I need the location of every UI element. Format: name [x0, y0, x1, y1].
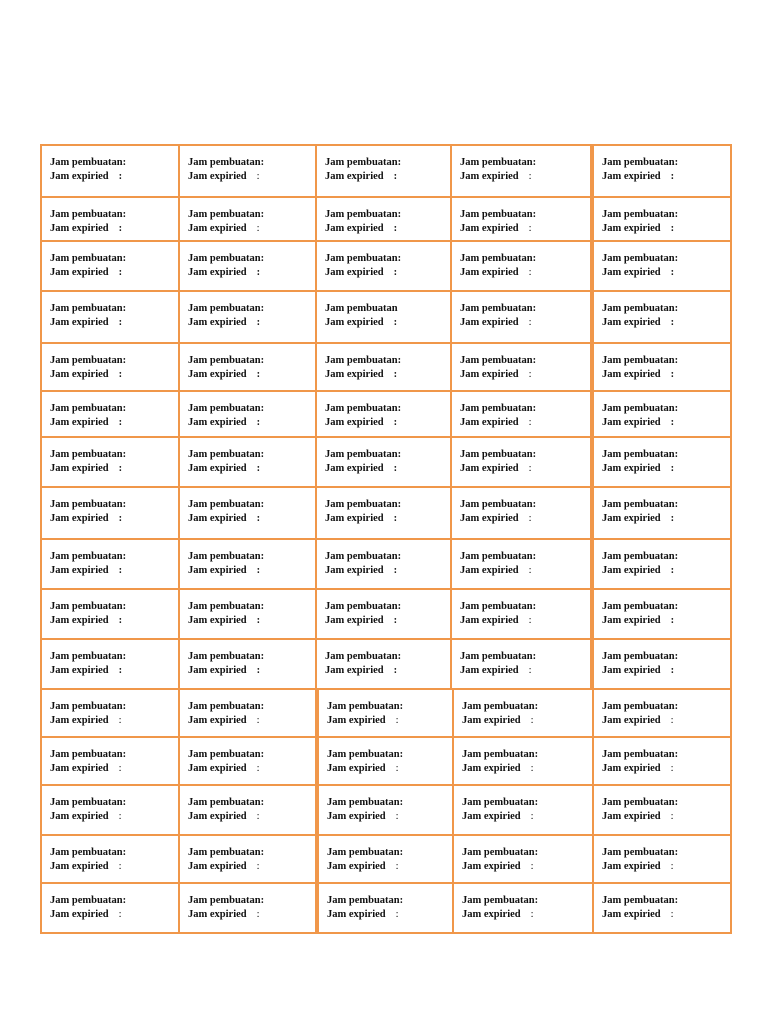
label-expiry-time: Jam expiried :: [325, 615, 398, 626]
label-expiry-time: Jam expiried :: [460, 369, 532, 380]
label-cell: [592, 486, 732, 540]
label-expiry-time: Jam expiried :: [50, 223, 123, 234]
label-cell: [592, 196, 732, 244]
label-production-time: Jam pembuatan:: [325, 157, 402, 168]
label-cell: [315, 342, 452, 392]
label-expiry-time: Jam expiried :: [50, 615, 123, 626]
label-cell: [592, 538, 732, 590]
label-expiry-time: Jam expiried :: [602, 909, 674, 920]
label-production-time: Jam pembuatan:: [50, 797, 127, 808]
label-expiry-time: Jam expiried :: [602, 223, 675, 234]
label-production-time: Jam pembuatan:: [188, 209, 265, 220]
label-expiry-time: Jam expiried :: [188, 715, 260, 726]
label-cell: [178, 882, 317, 934]
label-expiry-time: Jam expiried :: [602, 665, 675, 676]
label-expiry-time: Jam expiried :: [462, 715, 534, 726]
label-production-time: Jam pembuatan:: [325, 449, 402, 460]
label-expiry-time: Jam expiried :: [602, 417, 675, 428]
label-production-time: Jam pembuatan:: [325, 355, 402, 366]
label-production-time: Jam pembuatan:: [602, 797, 679, 808]
label-expiry-time: Jam expiried :: [188, 665, 261, 676]
label-expiry-time: Jam expiried :: [325, 171, 398, 182]
label-expiry-time: Jam expiried :: [188, 317, 261, 328]
label-expiry-time: Jam expiried :: [462, 811, 534, 822]
label-expiry-time: Jam expiried :: [325, 317, 398, 328]
label-production-time: Jam pembuatan:: [188, 355, 265, 366]
label-production-time: Jam pembuatan:: [462, 749, 539, 760]
label-expiry-time: Jam expiried :: [50, 811, 122, 822]
label-cell: [317, 784, 454, 836]
label-production-time: Jam pembuatan:: [50, 303, 127, 314]
label-expiry-time: Jam expiried :: [50, 513, 123, 524]
label-cell: [452, 688, 594, 738]
label-production-time: Jam pembuatan:: [50, 157, 127, 168]
label-expiry-time: Jam expiried :: [460, 615, 532, 626]
label-expiry-time: Jam expiried :: [327, 763, 399, 774]
label-production-time: Jam pembuatan:: [188, 303, 265, 314]
label-expiry-time: Jam expiried :: [188, 811, 260, 822]
label-cell: [315, 290, 452, 344]
label-production-time: Jam pembuatan:: [460, 651, 537, 662]
label-expiry-time: Jam expiried :: [188, 861, 260, 872]
label-cell: [315, 436, 452, 488]
label-production-time: Jam pembuatan:: [188, 253, 265, 264]
label-production-time: Jam pembuatan:: [325, 651, 402, 662]
label-production-time: Jam pembuatan:: [602, 355, 679, 366]
label-expiry-time: Jam expiried :: [602, 763, 674, 774]
label-cell: [452, 834, 594, 884]
label-expiry-time: Jam expiried :: [325, 417, 398, 428]
label-production-time: Jam pembuatan:: [50, 601, 127, 612]
label-production-time: Jam pembuatan:: [188, 895, 265, 906]
label-cell: [592, 588, 732, 640]
label-cell: [315, 638, 452, 690]
label-production-time: Jam pembuatan:: [188, 499, 265, 510]
label-production-time: Jam pembuatan:: [188, 551, 265, 562]
label-expiry-time: Jam expiried :: [602, 513, 675, 524]
label-expiry-time: Jam expiried :: [50, 665, 123, 676]
label-production-time: Jam pembuatan:: [50, 551, 127, 562]
label-production-time: Jam pembuatan:: [460, 551, 537, 562]
label-cell: [40, 486, 180, 540]
label-production-time: Jam pembuatan:: [602, 303, 679, 314]
label-production-time: Jam pembuatan:: [327, 749, 404, 760]
label-cell: [315, 240, 452, 292]
label-expiry-time: Jam expiried :: [188, 267, 261, 278]
label-expiry-time: Jam expiried :: [188, 417, 261, 428]
label-cell: [178, 834, 317, 884]
label-cell: [592, 688, 732, 738]
label-cell: [40, 436, 180, 488]
label-expiry-time: Jam expiried :: [460, 223, 532, 234]
label-cell: [178, 736, 317, 786]
label-expiry-time: Jam expiried :: [50, 417, 123, 428]
label-expiry-time: Jam expiried :: [602, 317, 675, 328]
label-sheet: [40, 144, 730, 932]
label-expiry-time: Jam expiried :: [460, 565, 532, 576]
label-expiry-time: Jam expiried :: [188, 909, 260, 920]
label-production-time: Jam pembuatan:: [602, 651, 679, 662]
label-production-time: Jam pembuatan:: [325, 253, 402, 264]
label-cell: [317, 882, 454, 934]
label-cell: [178, 784, 317, 836]
label-expiry-time: Jam expiried :: [50, 909, 122, 920]
label-cell: [40, 688, 180, 738]
label-cell: [40, 638, 180, 690]
label-cell: [178, 688, 317, 738]
label-production-time: Jam pembuatan:: [188, 797, 265, 808]
label-cell: [592, 638, 732, 690]
label-cell: [592, 342, 732, 392]
label-cell: [452, 736, 594, 786]
label-expiry-time: Jam expiried :: [602, 615, 675, 626]
label-production-time: Jam pembuatan:: [188, 601, 265, 612]
label-expiry-time: Jam expiried :: [325, 665, 398, 676]
label-expiry-time: Jam expiried :: [602, 463, 675, 474]
label-production-time: Jam pembuatan:: [325, 499, 402, 510]
label-production-time: Jam pembuatan:: [188, 749, 265, 760]
label-expiry-time: Jam expiried :: [460, 513, 532, 524]
label-expiry-time: Jam expiried :: [188, 171, 260, 182]
label-expiry-time: Jam expiried :: [327, 811, 399, 822]
label-expiry-time: Jam expiried :: [327, 715, 399, 726]
label-production-time: Jam pembuatan:: [602, 895, 679, 906]
label-expiry-time: Jam expiried :: [462, 909, 534, 920]
label-expiry-time: Jam expiried :: [327, 909, 399, 920]
label-cell: [40, 390, 180, 438]
label-cell: [592, 144, 732, 198]
label-cell: [317, 736, 454, 786]
label-production-time: Jam pembuatan:: [460, 499, 537, 510]
label-cell: [40, 538, 180, 590]
label-cell: [178, 638, 317, 690]
label-expiry-time: Jam expiried :: [50, 463, 123, 474]
label-expiry-time: Jam expiried :: [50, 317, 123, 328]
label-cell: [178, 290, 317, 344]
label-expiry-time: Jam expiried :: [462, 763, 534, 774]
label-cell: [178, 538, 317, 590]
label-cell: [40, 736, 180, 786]
label-production-time: Jam pembuatan:: [50, 895, 127, 906]
label-production-time: Jam pembuatan:: [602, 253, 679, 264]
label-production-time: Jam pembuatan:: [50, 449, 127, 460]
label-production-time: Jam pembuatan:: [460, 157, 537, 168]
label-cell: [450, 538, 592, 590]
label-cell: [592, 436, 732, 488]
label-cell: [450, 638, 592, 690]
label-cell: [315, 588, 452, 640]
label-production-time: Jam pembuatan:: [188, 701, 265, 712]
label-expiry-time: Jam expiried :: [460, 267, 532, 278]
label-production-time: Jam pembuatan:: [325, 601, 402, 612]
label-expiry-time: Jam expiried :: [188, 369, 261, 380]
label-production-time: Jam pembuatan:: [188, 449, 265, 460]
label-expiry-time: Jam expiried :: [188, 763, 260, 774]
label-production-time: Jam pembuatan:: [602, 701, 679, 712]
label-cell: [40, 784, 180, 836]
label-production-time: Jam pembuatan:: [50, 701, 127, 712]
label-expiry-time: Jam expiried :: [50, 171, 123, 182]
label-cell: [40, 240, 180, 292]
label-production-time: Jam pembuatan:: [602, 157, 679, 168]
label-expiry-time: Jam expiried :: [602, 861, 674, 872]
label-expiry-time: Jam expiried :: [460, 665, 532, 676]
label-expiry-time: Jam expiried :: [50, 715, 122, 726]
label-production-time: Jam pembuatan:: [50, 253, 127, 264]
label-cell: [452, 784, 594, 836]
label-expiry-time: Jam expiried :: [188, 513, 261, 524]
label-production-time: Jam pembuatan:: [327, 895, 404, 906]
label-expiry-time: Jam expiried :: [460, 417, 532, 428]
label-expiry-time: Jam expiried :: [50, 267, 123, 278]
label-expiry-time: Jam expiried :: [50, 565, 123, 576]
label-production-time: Jam pembuatan:: [460, 209, 537, 220]
label-production-time: Jam pembuatan:: [188, 403, 265, 414]
label-production-time: Jam pembuatan:: [325, 551, 402, 562]
label-production-time: Jam pembuatan:: [462, 701, 539, 712]
label-cell: [315, 144, 452, 198]
label-production-time: Jam pembuatan:: [325, 403, 402, 414]
label-cell: [592, 834, 732, 884]
label-expiry-time: Jam expiried :: [325, 267, 398, 278]
label-production-time: Jam pembuatan:: [327, 701, 404, 712]
label-cell: [315, 486, 452, 540]
label-cell: [40, 290, 180, 344]
label-expiry-time: Jam expiried :: [50, 369, 123, 380]
label-expiry-time: Jam expiried :: [460, 317, 532, 328]
label-expiry-time: Jam expiried :: [188, 223, 260, 234]
label-cell: [450, 436, 592, 488]
label-production-time: Jam pembuatan:: [602, 403, 679, 414]
label-production-time: Jam pembuatan:: [188, 847, 265, 858]
label-cell: [40, 882, 180, 934]
label-production-time: Jam pembuatan:: [460, 403, 537, 414]
label-production-time: Jam pembuatan:: [188, 157, 265, 168]
label-expiry-time: Jam expiried :: [188, 615, 261, 626]
label-expiry-time: Jam expiried :: [327, 861, 399, 872]
label-cell: [178, 342, 317, 392]
label-expiry-time: Jam expiried :: [460, 463, 532, 474]
label-cell: [40, 588, 180, 640]
label-expiry-time: Jam expiried :: [602, 715, 674, 726]
label-expiry-time: Jam expiried :: [325, 463, 398, 474]
label-cell: [450, 196, 592, 244]
label-cell: [178, 196, 317, 244]
label-production-time: Jam pembuatan:: [50, 847, 127, 858]
label-production-time: Jam pembuatan:: [602, 749, 679, 760]
label-production-time: Jam pembuatan:: [460, 355, 537, 366]
label-production-time: Jam pembuatan:: [50, 499, 127, 510]
label-cell: [178, 486, 317, 540]
label-expiry-time: Jam expiried :: [602, 811, 674, 822]
label-production-time: Jam pembuatan:: [460, 253, 537, 264]
label-production-time: Jam pembuatan:: [602, 499, 679, 510]
label-production-time: Jam pembuatan:: [50, 749, 127, 760]
label-cell: [450, 588, 592, 640]
label-cell: [450, 390, 592, 438]
label-cell: [450, 290, 592, 344]
label-production-time: Jam pembuatan:: [602, 551, 679, 562]
label-production-time: Jam pembuatan:: [50, 209, 127, 220]
label-cell: [592, 784, 732, 836]
label-cell: [40, 144, 180, 198]
label-cell: [315, 196, 452, 244]
label-production-time: Jam pembuatan:: [50, 355, 127, 366]
label-production-time: Jam pembuatan:: [602, 601, 679, 612]
label-cell: [450, 486, 592, 540]
label-production-time: Jam pembuatan: [325, 303, 398, 314]
label-cell: [592, 390, 732, 438]
label-production-time: Jam pembuatan:: [462, 895, 539, 906]
label-expiry-time: Jam expiried :: [188, 565, 261, 576]
label-cell: [592, 240, 732, 292]
label-cell: [315, 390, 452, 438]
label-cell: [452, 882, 594, 934]
label-production-time: Jam pembuatan:: [327, 847, 404, 858]
label-expiry-time: Jam expiried :: [325, 369, 398, 380]
label-cell: [317, 688, 454, 738]
label-cell: [40, 342, 180, 392]
label-production-time: Jam pembuatan:: [460, 601, 537, 612]
label-production-time: Jam pembuatan:: [188, 651, 265, 662]
label-cell: [178, 588, 317, 640]
label-cell: [178, 144, 317, 198]
label-cell: [178, 240, 317, 292]
label-cell: [178, 390, 317, 438]
label-production-time: Jam pembuatan:: [460, 449, 537, 460]
label-production-time: Jam pembuatan:: [462, 847, 539, 858]
label-cell: [592, 736, 732, 786]
label-expiry-time: Jam expiried :: [602, 171, 675, 182]
label-expiry-time: Jam expiried :: [50, 763, 122, 774]
label-expiry-time: Jam expiried :: [602, 369, 675, 380]
label-expiry-time: Jam expiried :: [462, 861, 534, 872]
label-production-time: Jam pembuatan:: [602, 449, 679, 460]
label-expiry-time: Jam expiried :: [602, 565, 675, 576]
label-cell: [450, 342, 592, 392]
label-cell: [317, 834, 454, 884]
label-cell: [40, 834, 180, 884]
label-cell: [592, 882, 732, 934]
label-production-time: Jam pembuatan:: [325, 209, 402, 220]
label-expiry-time: Jam expiried :: [602, 267, 675, 278]
label-production-time: Jam pembuatan:: [460, 303, 537, 314]
label-expiry-time: Jam expiried :: [325, 513, 398, 524]
label-expiry-time: Jam expiried :: [325, 565, 398, 576]
label-expiry-time: Jam expiried :: [50, 861, 122, 872]
label-production-time: Jam pembuatan:: [50, 651, 127, 662]
label-expiry-time: Jam expiried :: [325, 223, 398, 234]
label-expiry-time: Jam expiried :: [188, 463, 261, 474]
label-production-time: Jam pembuatan:: [50, 403, 127, 414]
label-production-time: Jam pembuatan:: [602, 847, 679, 858]
label-cell: [40, 196, 180, 244]
label-expiry-time: Jam expiried :: [460, 171, 532, 182]
label-cell: [315, 538, 452, 590]
label-cell: [450, 144, 592, 198]
label-production-time: Jam pembuatan:: [327, 797, 404, 808]
label-production-time: Jam pembuatan:: [462, 797, 539, 808]
label-cell: [178, 436, 317, 488]
label-production-time: Jam pembuatan:: [602, 209, 679, 220]
label-cell: [592, 290, 732, 344]
label-cell: [450, 240, 592, 292]
